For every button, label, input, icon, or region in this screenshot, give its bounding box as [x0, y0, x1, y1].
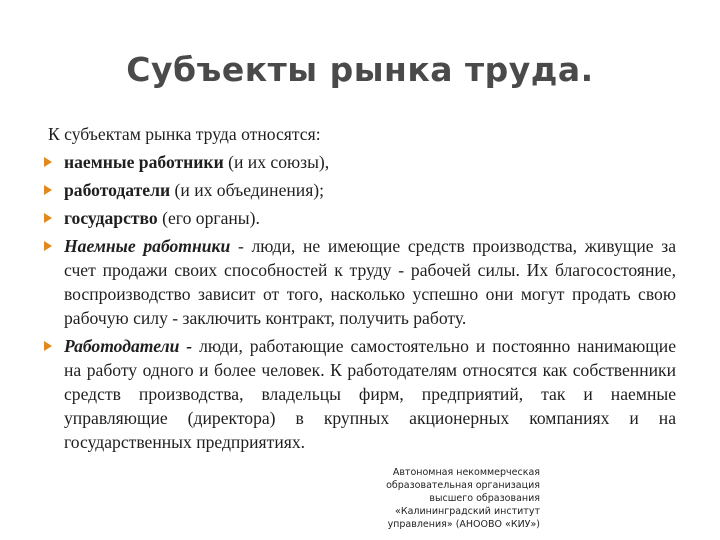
- triangle-bullet-icon: [44, 157, 52, 167]
- bullet-list: [44, 150, 676, 454]
- item-term: Наемные работники: [64, 236, 231, 256]
- item-term: работодатели: [64, 180, 171, 200]
- item-text: (и их союзы),: [223, 152, 330, 172]
- slide-title: Субъекты рынка труда.: [126, 50, 594, 89]
- list-item: [44, 206, 676, 230]
- item-text: (и их объединения);: [170, 180, 325, 200]
- list-item: [44, 234, 676, 330]
- item-term: наемные работники: [64, 152, 224, 172]
- footer-line: Автономная некоммерческая: [392, 467, 540, 478]
- footer-line: высшего образования: [429, 493, 540, 504]
- triangle-bullet-icon: [44, 213, 52, 223]
- footer-line: управления» (АНООВО «КИУ»): [387, 519, 540, 530]
- intro-text: К субъектам рынка труда относятся:: [48, 124, 321, 144]
- item-term: государство: [64, 208, 158, 228]
- footer-line: «Калининградский институт: [395, 506, 540, 517]
- list-item: [44, 334, 676, 454]
- item-text: (его органы).: [157, 208, 260, 228]
- footer-line: образовательная организация: [386, 480, 540, 491]
- organization-footer: [340, 466, 540, 531]
- list-item: [44, 178, 676, 202]
- triangle-bullet-icon: [44, 241, 52, 251]
- slide-content: [44, 122, 676, 458]
- triangle-bullet-icon: [44, 341, 52, 351]
- item-term: Работодатели -: [64, 336, 193, 356]
- item-text: люди, работающие самостоятельно и постоянно нанимающие на работу одного и более человек. К работодателям относятся как собственники средств производства, владельцы фирм, предприятий, так и наемные управляющие (директора) в крупных акционерных компаниях и на государственных предприятиях.: [64, 336, 677, 452]
- triangle-bullet-icon: [44, 185, 52, 195]
- item-text: - люди, не имеющие средств производства, живущие за счет продажи своих способностей к труду - рабочей силы. Их благосостояние, воспроизводство зависит от того, насколько успешно они могут продать свою рабочую силу - заключить контракт, получить работу.: [64, 236, 677, 328]
- list-item: [44, 150, 676, 174]
